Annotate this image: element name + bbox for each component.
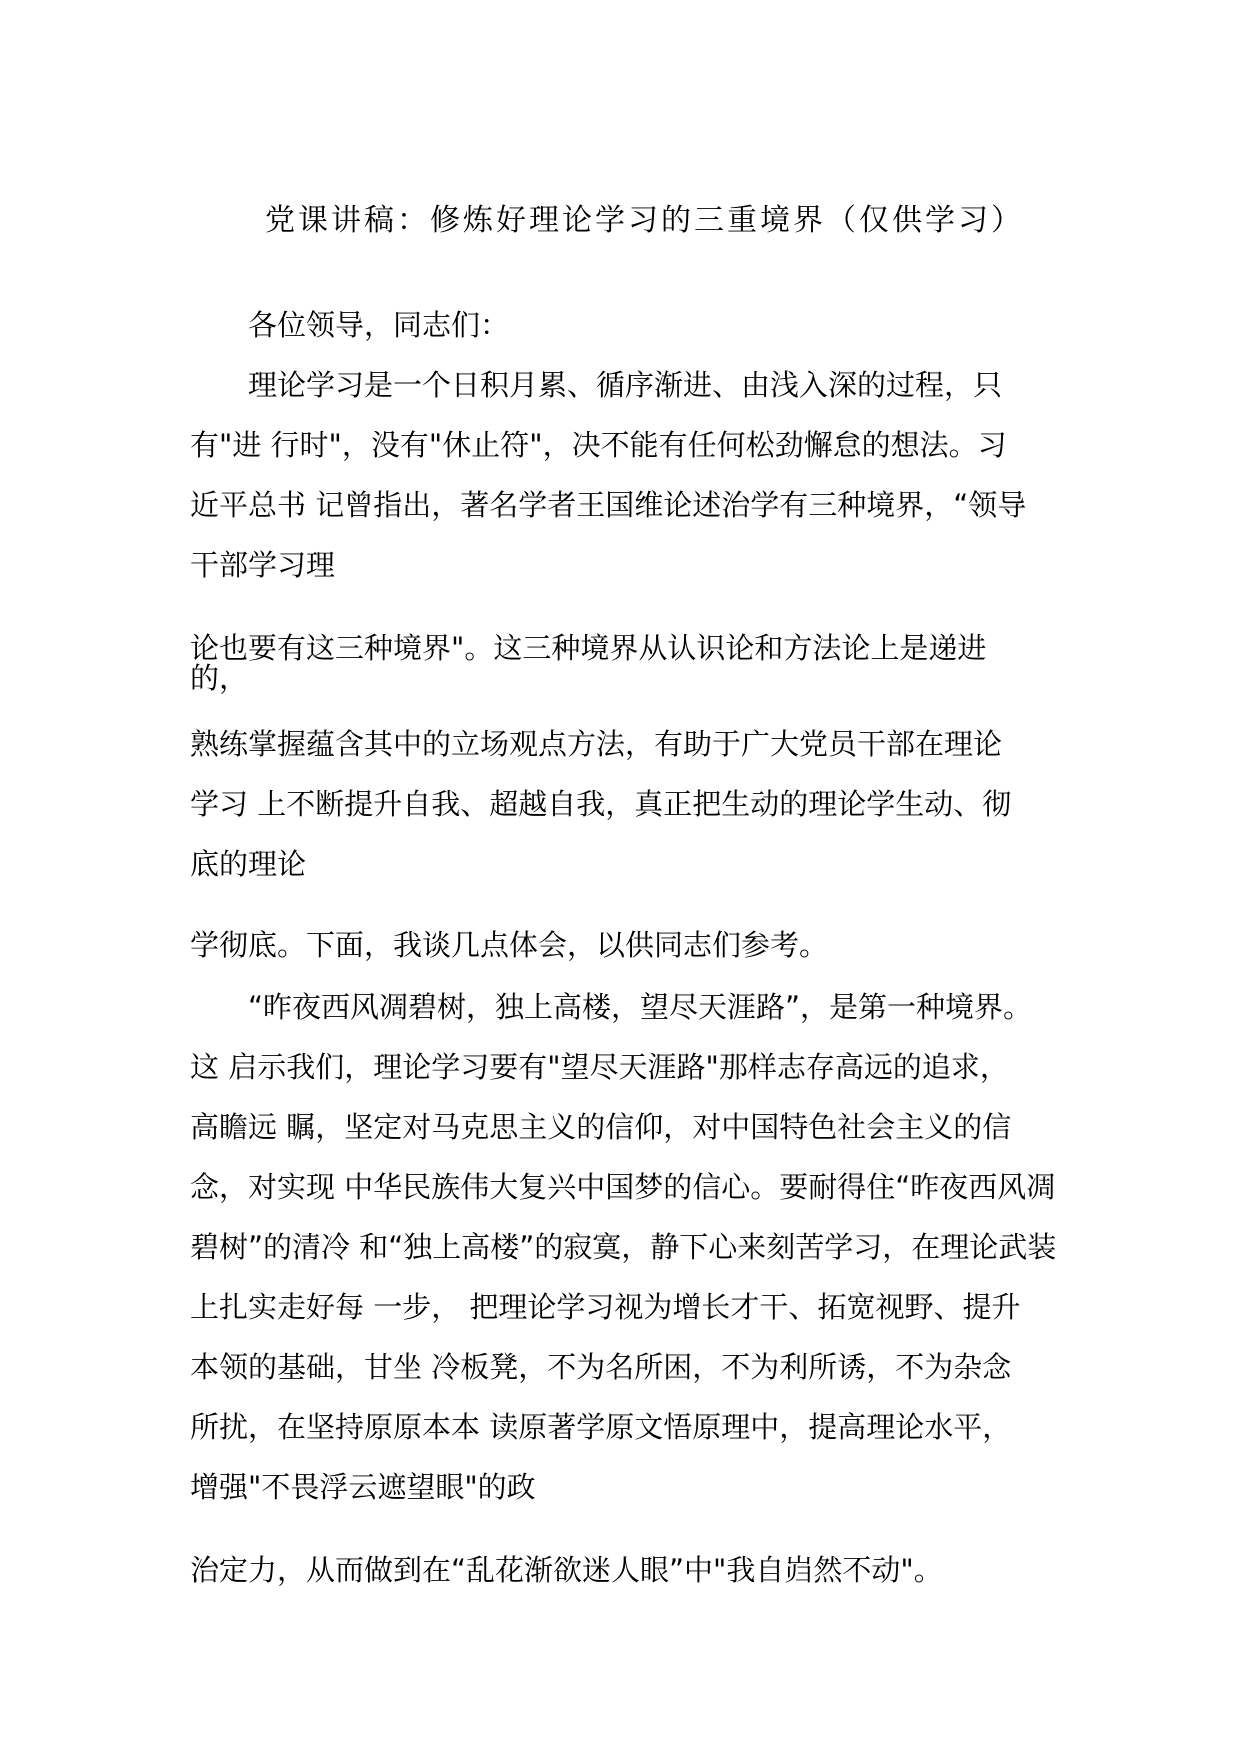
text-line: 有"进 行时"，没有"休止符"，决不能有任何松劲懈怠的想法。习 (190, 428, 1007, 462)
text-line: 近平总书 记曾指出，著名学者王国维论述治学有三种境界，“领导 (190, 488, 1027, 522)
text-line: 上扎实走好每 一步， 把理论学习视为增长才干、拓宽视野、提升 (190, 1290, 1021, 1324)
document-title: 党课讲稿：修炼好理论学习的三重境界（仅供学习） (265, 203, 1024, 238)
text-line: 底的理论 (190, 847, 307, 881)
text-line: 治定力，从而做到在“乱花渐欲迷人眼”中"我自岿然不动"。 (190, 1553, 943, 1587)
text-line: 学彻底。下面，我谈几点体会，以供同志们参考。 (190, 928, 829, 962)
text-line: “昨夜西风凋碧树，独上高楼，望尽天涯路”，是第一种境界。 (248, 990, 1033, 1024)
text-line: 这 启示我们，理论学习要有"望尽天涯路"那样志存高远的追求， (190, 1050, 1009, 1084)
text-line: 各位领导，同志们： (248, 308, 510, 342)
text-line: 理论学习是一个日积月累、循序渐进、由浅入深的过程，只 (248, 368, 1003, 402)
text-line: 熟练掌握蕴含其中的立场观点方法，有助于广大党员干部在理论 (190, 727, 1003, 761)
text-line: 干部学习理 (190, 548, 336, 582)
text-line: 高瞻远 瞩，坚定对马克思主义的信仰，对中国特色社会主义的信 (190, 1110, 1012, 1144)
text-line: 所扰，在坚持原原本本 读原著学原文悟原理中，提高理论水平， (190, 1410, 1012, 1444)
text-line: 的， (190, 661, 249, 695)
text-line: 碧树”的清冷 和“独上高楼”的寂寞，静下心来刻苦学习，在理论武装 (190, 1230, 1057, 1264)
text-line: 增强"不畏浮云遮望眼"的政 (190, 1470, 536, 1504)
text-line: 本领的基础，甘坐 冷板凳，不为名所困，不为利所诱，不为杂念 (190, 1350, 1012, 1384)
text-line: 论也要有这三种境界"。这三种境界从认识论和方法论上是递进 (190, 631, 987, 665)
text-line: 学习 上不断提升自我、超越自我，真正把生动的理论学生动、彻 (190, 787, 1012, 821)
text-line: 念，对实现 中华民族伟大复兴中国梦的信心。要耐得住“昨夜西风凋 (190, 1170, 1056, 1204)
